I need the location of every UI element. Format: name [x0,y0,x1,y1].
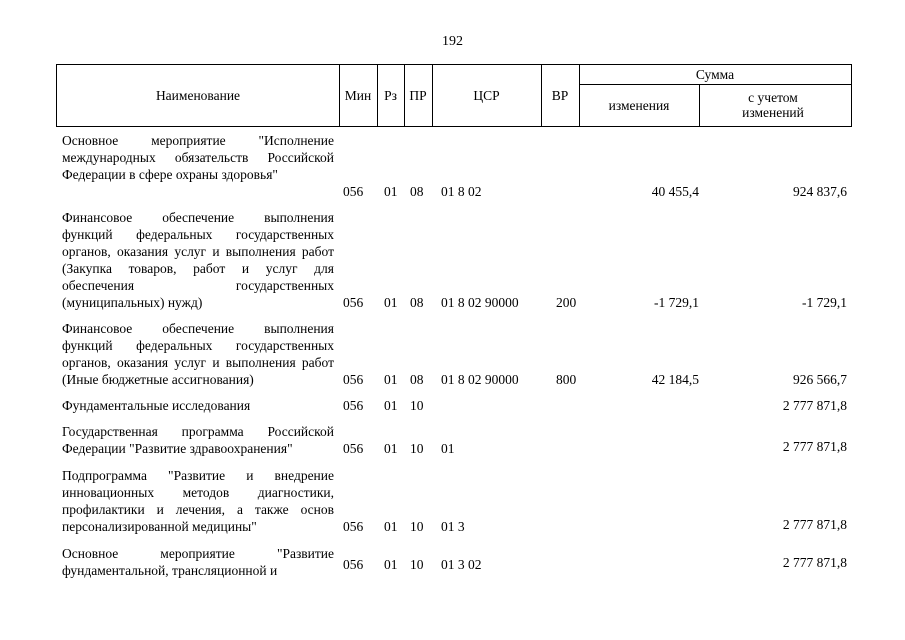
row-rz: 01 [384,372,398,387]
header-rz: Рз [384,88,397,103]
row-min: 056 [343,441,364,456]
row-total: 926 566,7 [793,372,847,387]
row-pr: 08 [410,184,424,199]
row-name: Финансовое обеспечение выполнения функций федеральных государственных органов, оказания услуг и выполнения работ (Иные бюджетные ассигнования) [62,321,334,387]
header-vr: ВР [551,88,569,103]
header-min: Мин [344,88,372,103]
row-total: 2 777 871,8 [782,398,847,413]
row-vr: 200 [556,295,577,310]
row-rz: 01 [384,295,398,310]
row-name: Подпрограмма "Развитие и внедрение инновационных методов диагностики, профилактики и лечения, а также основ персонализированной медицины" [62,468,334,534]
row-name: Государственная программа Российской Федерации "Развитие здравоохранения" [62,424,334,456]
row-min: 056 [343,184,364,199]
row-csr: 01 8 02 90000 [441,295,519,310]
table-header [56,64,852,127]
row-name: Финансовое обеспечение выполнения функций федеральных государственных органов, оказания услуг и выполнения работ (Закупка товаров, работ и услуг для обеспечения государственных (муниципальных) нужд) [62,210,334,310]
row-rz: 01 [384,184,398,199]
row-rz: 01 [384,519,398,534]
row-rz: 01 [384,398,398,413]
row-change: 40 455,4 [651,184,699,199]
row-vr: 800 [556,372,577,387]
row-min: 056 [343,519,364,534]
row-name: Основное мероприятие "Исполнение международных обязательств Российской Федерации в сфере охраны здоровья" [62,133,334,182]
row-rz: 01 [384,441,398,456]
row-min: 056 [343,398,364,413]
header-sum: Сумма [695,67,735,82]
page-number: 192 [442,34,463,49]
row-min: 056 [343,372,364,387]
row-total: 924 837,6 [793,184,847,199]
row-total: -1 729,1 [802,295,847,310]
row-pr: 10 [410,441,424,456]
row-pr: 08 [410,295,424,310]
row-csr: 01 3 [441,519,465,534]
row-csr: 01 [441,441,455,456]
header-pr: ПР [409,88,427,103]
row-pr: 10 [410,398,424,413]
row-csr: 01 8 02 [441,184,482,199]
row-change: -1 729,1 [654,295,699,310]
row-rz: 01 [384,557,398,572]
header-name: Наименование [155,88,241,103]
header-with-change: с учетом изменений [742,90,804,120]
row-total: 2 777 871,8 [782,439,847,454]
row-csr: 01 8 02 90000 [441,372,519,387]
row-name: Основное мероприятие "Развитие фундаментальной, трансляционной и [62,546,334,578]
row-min: 056 [343,557,364,572]
row-name: Фундаментальные исследования [62,398,251,413]
header-csr: ЦСР [473,88,500,103]
row-min: 056 [343,295,364,310]
row-change: 42 184,5 [651,372,699,387]
row-pr: 10 [410,557,424,572]
row-total: 2 777 871,8 [782,517,847,532]
row-total: 2 777 871,8 [782,555,847,570]
row-pr: 08 [410,372,424,387]
header-change: изменения [608,98,670,113]
row-csr: 01 3 02 [441,557,482,572]
row-pr: 10 [410,519,424,534]
